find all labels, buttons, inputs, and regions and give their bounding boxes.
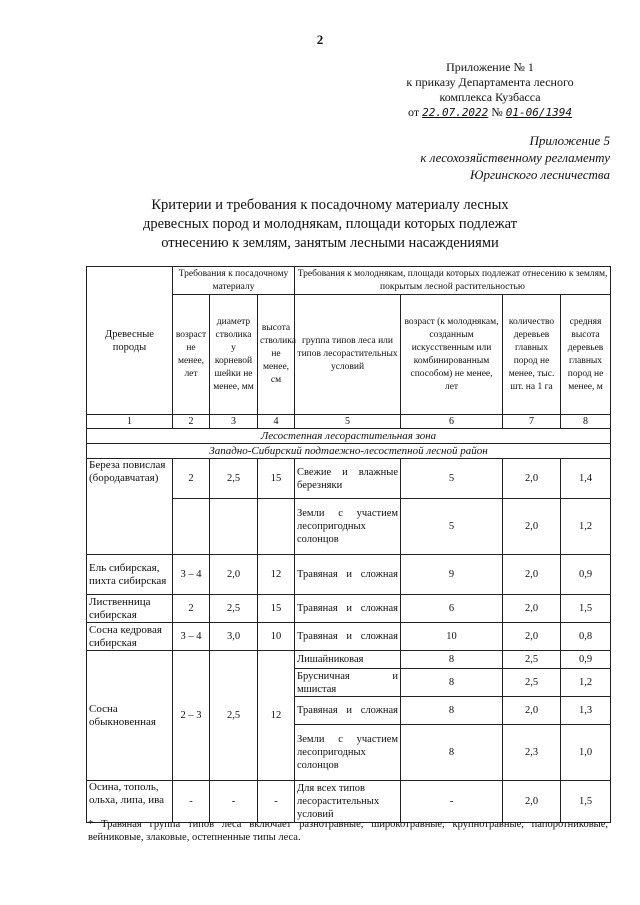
table-row	[87, 595, 611, 623]
young-age-cell: 5	[401, 459, 503, 499]
appendix-5-line2: к лесохозяйственному регламенту	[420, 150, 610, 165]
forest-group-cell: Лишайниковая	[295, 651, 401, 669]
diameter-cell: 3,0	[210, 623, 258, 651]
species-cell: Лиственница сибирская	[87, 595, 173, 623]
title-line2: древесных пород и молоднякам, площади которых подлежат	[142, 216, 517, 232]
height-cell: 12	[258, 555, 295, 595]
appendix-1-line2: к приказу Департамента лесного	[406, 75, 574, 89]
height-cell: 12	[258, 651, 295, 781]
young-age-cell: -	[401, 781, 503, 823]
region-heading: Западно-Сибирский подтаежно-лесостепной лесной район	[87, 444, 611, 459]
header-mean-height: средняя высота деревьев главных пород не менее, м	[561, 295, 611, 415]
appendix-1-line3: комплекса Кузбасса	[439, 90, 541, 104]
document-title	[100, 196, 560, 253]
forest-group-cell: Земли с участием лесопригодных солонцов	[295, 499, 401, 555]
mean-height-cell: 0,9	[561, 651, 611, 669]
column-number: 3	[210, 415, 258, 429]
height-cell: 15	[258, 595, 295, 623]
young-age-cell: 9	[401, 555, 503, 595]
age-cell: 3 – 4	[173, 555, 210, 595]
mean-height-cell: 1,0	[561, 725, 611, 781]
young-age-cell: 5	[401, 499, 503, 555]
order-date: 22.07.2022	[422, 106, 489, 119]
zone-heading: Лесостепная лесорастительная зона	[87, 429, 611, 444]
mean-height-cell: 0,9	[561, 555, 611, 595]
empty-cell	[210, 499, 258, 555]
young-age-cell: 8	[401, 725, 503, 781]
diameter-cell: 2,5	[210, 459, 258, 499]
column-number: 6	[401, 415, 503, 429]
header-height: высота стволика не менее, см	[258, 295, 295, 415]
age-cell: 2	[173, 595, 210, 623]
forest-group-cell: Свежие и влажные березняки	[295, 459, 401, 499]
title-line3: отнесению к землям, занятым лесными насаждениями	[161, 235, 499, 251]
species-cell: Береза повислая (бородавчатая)	[87, 459, 173, 555]
column-number: 5	[295, 415, 401, 429]
column-number: 8	[561, 415, 611, 429]
height-cell: 15	[258, 459, 295, 499]
species-cell: Ель сибирская, пихта сибирская	[87, 555, 173, 595]
footnote: * Травяная группа типов леса включает разнотравные, широкотравные, крупнотравные, папоротниковые, вейниковые, злаковые, остепненные типы леса.	[88, 819, 608, 843]
tree-count-cell: 2,5	[503, 651, 561, 669]
tree-count-cell: 2,0	[503, 499, 561, 555]
title-line1: Критерии и требования к посадочному материалу лесных	[151, 197, 509, 213]
table-row	[87, 555, 611, 595]
empty-cell	[173, 499, 210, 555]
tree-count-cell: 2,3	[503, 725, 561, 781]
page-number: 2	[316, 32, 324, 47]
mean-height-cell: 1,3	[561, 697, 611, 725]
column-number: 7	[503, 415, 561, 429]
header-young-stands: Требования к молоднякам, площади которых подлежат отнесению к землям, покрытым лесной растительностью	[295, 267, 611, 295]
order-no-label: №	[491, 105, 503, 119]
tree-count-cell: 2,5	[503, 669, 561, 697]
young-age-cell: 8	[401, 651, 503, 669]
species-cell: Сосна кедровая сибирская	[87, 623, 173, 651]
empty-cell	[258, 499, 295, 555]
requirements-table	[86, 266, 611, 823]
header-young-age: возраст (к молоднякам, созданным искусственным или комбинированным способом) не менее, лет	[401, 295, 503, 415]
column-number-row	[87, 415, 611, 429]
column-number: 2	[173, 415, 210, 429]
young-age-cell: 10	[401, 623, 503, 651]
tree-count-cell: 2,0	[503, 459, 561, 499]
table-row	[87, 459, 611, 499]
appendix-1-block	[380, 60, 600, 120]
age-cell: 2 – 3	[173, 651, 210, 781]
height-cell: 10	[258, 623, 295, 651]
mean-height-cell: 1,5	[561, 781, 611, 823]
tree-count-cell: 2,0	[503, 781, 561, 823]
order-number: 01-06/1394	[505, 106, 572, 119]
age-cell: 3 – 4	[173, 623, 210, 651]
species-cell: Сосна обыкновенная	[87, 651, 173, 781]
diameter-cell: 2,5	[210, 651, 258, 781]
table-row	[87, 781, 611, 823]
header-tree-count: количество деревьев главных пород не менее, тыс. шт. на 1 га	[503, 295, 561, 415]
header-age: возраст не менее, лет	[173, 295, 210, 415]
age-cell: 2	[173, 459, 210, 499]
mean-height-cell: 1,2	[561, 499, 611, 555]
appendix-5-block	[340, 132, 610, 183]
column-number: 1	[87, 415, 173, 429]
young-age-cell: 6	[401, 595, 503, 623]
forest-group-cell: Земли с участием лесопригодных солонцов	[295, 725, 401, 781]
diameter-cell: -	[210, 781, 258, 823]
mean-height-cell: 1,2	[561, 669, 611, 697]
tree-count-cell: 2,0	[503, 595, 561, 623]
forest-group-cell: Травяная и сложная	[295, 623, 401, 651]
header-species: Древесные породы	[87, 267, 173, 415]
table-row	[87, 651, 611, 669]
appendix-5-line1: Приложение 5	[529, 133, 610, 148]
age-cell: -	[173, 781, 210, 823]
tree-count-cell: 2,0	[503, 697, 561, 725]
height-cell: -	[258, 781, 295, 823]
mean-height-cell: 1,4	[561, 459, 611, 499]
forest-group-cell: Травяная и сложная	[295, 697, 401, 725]
forest-group-cell: Травяная и сложная	[295, 595, 401, 623]
forest-group-cell: Травяная и сложная	[295, 555, 401, 595]
appendix-1-order-line	[380, 105, 600, 120]
forest-group-cell: Для всех типов лесорастительных условий	[295, 781, 401, 823]
order-from-label: от	[407, 105, 420, 119]
header-diameter: диаметр стволика у корневой шейки не менее, мм	[210, 295, 258, 415]
appendix-1-line1: Приложение № 1	[446, 60, 534, 74]
diameter-cell: 2,0	[210, 555, 258, 595]
tree-count-cell: 2,0	[503, 555, 561, 595]
mean-height-cell: 1,5	[561, 595, 611, 623]
tree-count-cell: 2,0	[503, 623, 561, 651]
forest-group-cell: Брусничная и мшистая	[295, 669, 401, 697]
header-planting-material: Требования к посадочному материалу	[173, 267, 295, 295]
table-row	[87, 623, 611, 651]
header-forest-group: группа типов леса или типов лесорастительных условий	[295, 295, 401, 415]
appendix-5-line3: Юргинского лесничества	[470, 167, 610, 182]
young-age-cell: 8	[401, 669, 503, 697]
diameter-cell: 2,5	[210, 595, 258, 623]
column-number: 4	[258, 415, 295, 429]
young-age-cell: 8	[401, 697, 503, 725]
species-cell: Осина, тополь, ольха, липа, ива	[87, 781, 173, 823]
mean-height-cell: 0,8	[561, 623, 611, 651]
